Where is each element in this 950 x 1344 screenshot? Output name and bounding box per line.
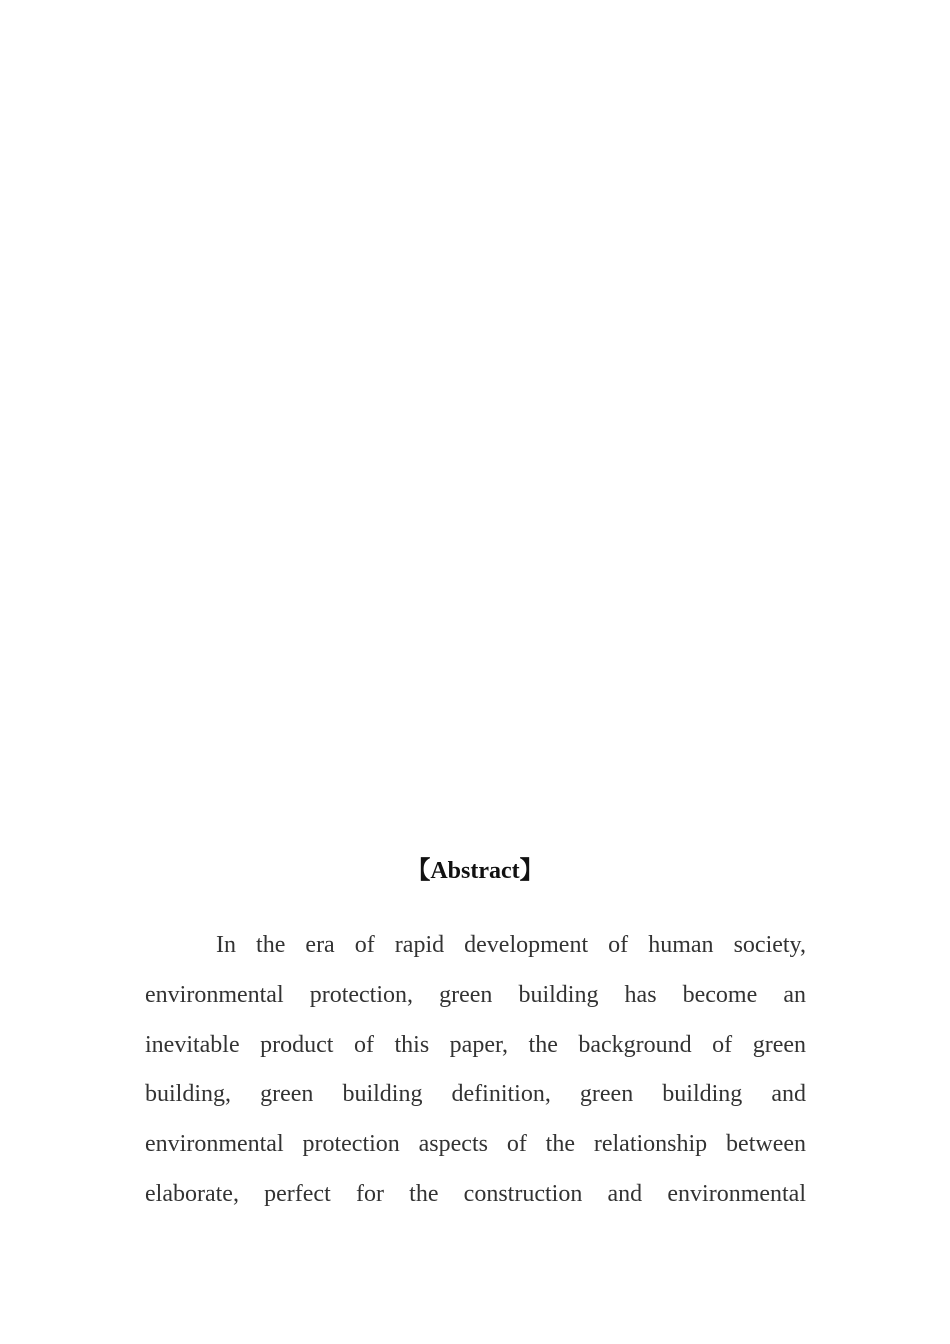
abstract-line-6: elaborate, perfect for the construction and environmental (145, 1180, 806, 1207)
abstract-line-5: environmental protection aspects of the relationship between (145, 1131, 806, 1158)
abstract-line-3: inevitable product of this paper, the background of green (145, 1031, 806, 1058)
abstract-paragraph (145, 921, 806, 1220)
abstract-heading: 【Abstract】 (406, 858, 544, 884)
abstract-line-2: environmental protection, green building has become an (145, 981, 806, 1008)
abstract-line-1: In the era of rapid development of human society, (216, 932, 806, 958)
abstract-line-4: building, green building definition, green building and (145, 1081, 806, 1108)
